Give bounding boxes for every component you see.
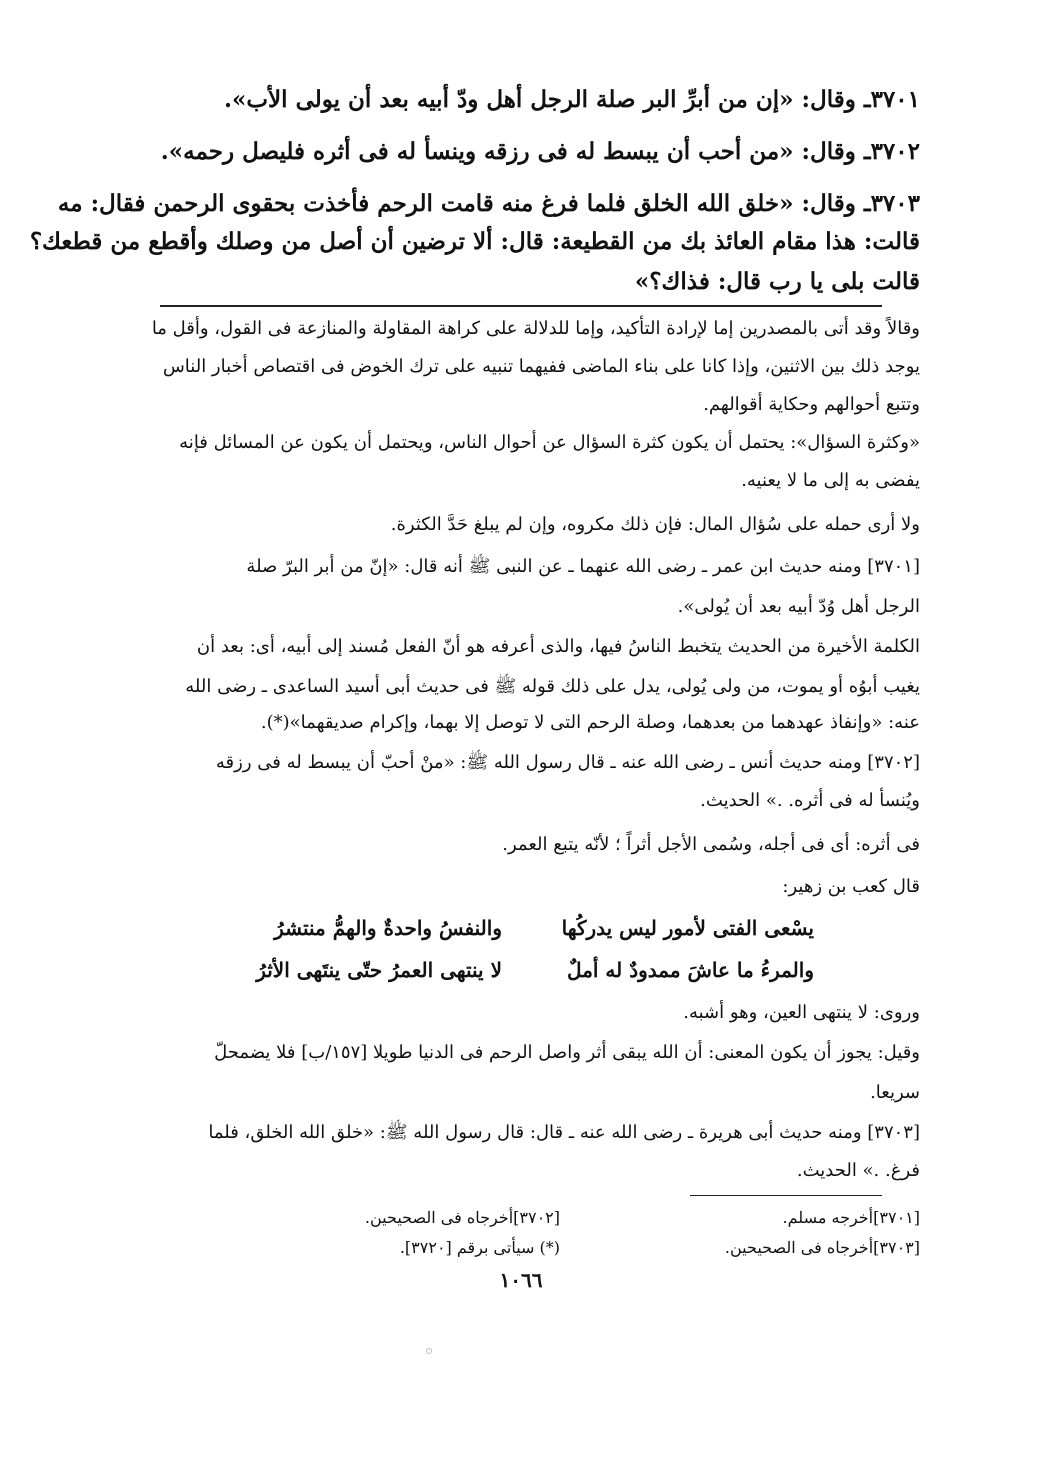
hadith-3703-line-3: قالت بلى يا رب قال: فذاك؟» [634,268,920,295]
commentary-line: الرجل أهل وُدّ أبيه بعد أن يُولى». [677,596,920,617]
commentary-line: فرغ. .» الحديث. [796,1160,920,1181]
commentary-line: ويُنسأ له فى أثره. .» الحديث. [700,790,920,811]
scan-speck [426,1348,432,1354]
footnote-star: (*) سيأتى برقم [٣٧٢٠]. [399,1238,560,1257]
commentary-line: الكلمة الأخيرة من الحديث يتخبط الناسُ فيها، والذى أعرفه هو أنّ الفعل مُسند إلى أبيه، أى: بعد أن [196,636,920,657]
commentary-line: [٣٧٠١] ومنه حديث ابن عمر ـ رضى الله عنهما ـ عن النبى ﷺ أنه قال: «إنّ من أبر البرّ صلة [246,556,920,577]
commentary-line: وروى: لا ينتهى العين، وهو أشبه. [683,1002,920,1023]
commentary-line: [٣٧٠٢] ومنه حديث أنس ـ رضى الله عنه ـ قال رسول الله ﷺ: «منْ أحبّ أن يبسط له فى رزقه [215,752,920,773]
commentary-line: [٣٧٠٣] ومنه حديث أبى هريرة ـ رضى الله عنه ـ قال: قال رسول الله ﷺ: «خلق الله الخلق، فلما [208,1122,920,1143]
commentary-line: سريعا. [870,1082,920,1103]
poem-verse-2-first: والمرءُ ما عاشَ ممدودٌ له أملٌ [567,958,814,982]
commentary-line: عنه: «وإنفاذ عهدهما من بعدهما، وصلة الرحم التى لا توصل إلا بهما، وإكرام صديقهما»(*). [260,712,920,733]
section-divider [160,305,882,307]
commentary-line: ولا أرى حمله على سُؤال المال: فإن ذلك مكروه، وإن لم يبلغ حَدَّ الكثرة. [390,514,920,535]
footnote-3702: [٣٧٠٢]أخرجاه فى الصحيحين. [364,1208,560,1227]
poem-verse-1-second: والنفسُ واحدةٌ والهمُّ منتشرُ [274,916,502,940]
footnote-3703: [٣٧٠٣]أخرجاه فى الصحيحين. [724,1238,920,1257]
commentary-line: فى أثره: أى فى أجله، وسُمى الأجل أثراً ؛ لأنّه يتبع العمر. [502,834,920,855]
hadith-3701: ٣٧٠١ـ وقال: «إن من أبرِّ البر صلة الرجل أهل ودّ أبيه بعد أن يولى الأب». [224,86,920,113]
commentary-line: وقالاً وقد أتى بالمصدرين إما لإرادة التأكيد، وإما للدلالة على كراهة المقاولة والمنازعة فى القول، وأقل ما [151,318,920,339]
hadith-3703-line-2: قالت: هذا مقام العائذ بك من القطيعة: قال: ألا ترضين أن أصل من وصلك وأقطع من قطعك؟ [29,228,920,255]
footnote-divider [690,1195,882,1196]
commentary-line: «وكثرة السؤال»: يحتمل أن يكون كثرة السؤال عن أحوال الناس، ويحتمل أن يكون عن المسائل فإنه [179,432,920,453]
commentary-line: يفضى به إلى ما لا يعنيه. [741,470,920,491]
commentary-line: قال كعب بن زهير: [782,876,920,897]
commentary-line: وقيل: يجوز أن يكون المعنى: أن الله يبقى أثر واصل الرحم فى الدنيا طويلا [١٥٧/ب] فلا يضمحلّ [214,1042,920,1063]
commentary-line: يوجد ذلك بين الاثنين، وإذا كانا على بناء الماضى ففيهما تنبيه على ترك الخوض فى اقتصاص أخبار الناس [162,356,920,377]
poem-verse-1-first: يسْعى الفتى لأمور ليس يدركُها [561,916,814,940]
poem-verse-2-second: لا ينتهى العمرُ حتّى ينتَهى الأثرُ [256,958,502,982]
page-number: ١٠٦٦ [499,1268,543,1292]
hadith-3703-line-1: ٣٧٠٣ـ وقال: «خلق الله الخلق فلما فرغ منه قامت الرحم فأخذت بحقوى الرحمن فقال: مه [57,190,920,217]
commentary-line: يغيب أبوُه أو يموت، من ولى يُولى، يدل على ذلك قوله ﷺ فى حديث أبى أسيد الساعدى ـ رضى الله [185,676,920,697]
commentary-line: وتتبع أحوالهم وحكاية أقوالهم. [703,394,920,415]
footnote-3701: [٣٧٠١]أخرجه مسلم. [782,1208,920,1227]
hadith-3702: ٣٧٠٢ـ وقال: «من أحب أن يبسط له فى رزقه وينسأ له فى أثره فليصل رحمه». [160,138,920,165]
